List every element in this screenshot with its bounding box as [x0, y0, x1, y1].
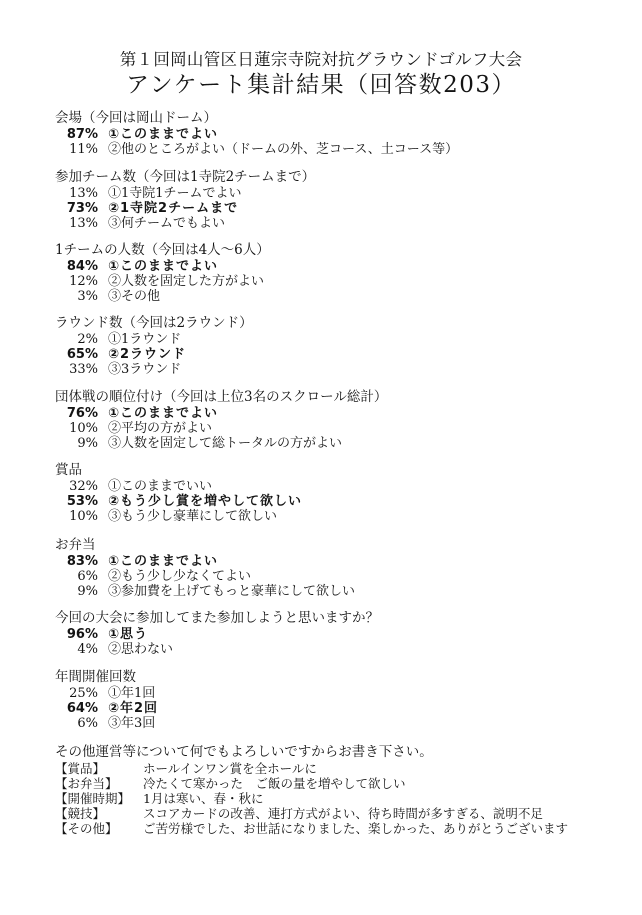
answer-row — [60, 216, 225, 231]
answer-text: ①このままでよい — [108, 554, 219, 569]
answer-text: ①このままでよい — [108, 406, 219, 421]
answer-text: ②もう少し賞を増やして欲しい — [108, 494, 303, 509]
comment-text: スコアカードの改善、連打方式がよい、待ち時間が多すぎる、説明不足 — [143, 806, 543, 821]
question-label: 今回の大会に参加してまた参加しようと思いますか？ — [55, 610, 379, 626]
answer-text: ③人数を固定して総トータルの方がよい — [108, 436, 343, 451]
top-answer-row — [60, 347, 186, 362]
answer-row — [60, 569, 251, 584]
answer-row — [60, 332, 181, 347]
answer-percentage: 53% — [66, 494, 98, 509]
answer-percentage: 12% — [69, 274, 98, 289]
answer-percentage: 11% — [69, 142, 98, 157]
top-answer-row — [60, 406, 218, 421]
answer-row — [60, 436, 342, 451]
question-label: 参加チーム数（今回は1寺院2チームまで） — [55, 169, 316, 185]
comment-category: 【開催時期】 — [55, 791, 131, 806]
comment-row — [55, 821, 568, 836]
other-comments-heading: その他運営等について何でもよろしいですからお書き下さい。 — [55, 744, 433, 760]
answer-percentage: 25% — [69, 686, 98, 701]
answer-percentage: 6% — [77, 569, 98, 584]
answer-text: ②2ラウンド — [108, 347, 187, 362]
event-subtitle: 第１回岡山管区日蓮宗寺院対抗グラウンドゴルフ大会 — [119, 50, 523, 69]
answer-percentage: 3% — [77, 289, 98, 304]
answer-percentage: 33% — [69, 362, 98, 377]
answer-percentage: 10% — [69, 509, 98, 524]
question-label: 賞品 — [55, 462, 82, 478]
comment-row — [55, 806, 543, 821]
answer-percentage: 13% — [69, 186, 98, 201]
answer-row — [60, 362, 181, 377]
top-answer-row — [60, 554, 218, 569]
answer-percentage: 83% — [66, 554, 98, 569]
answer-text: ③もう少し豪華にして欲しい — [108, 509, 278, 524]
answer-row — [60, 186, 242, 201]
question-label: お弁当 — [55, 537, 96, 553]
question-label: 団体戦の順位付け（今回は上位3名のスクロール総計） — [55, 389, 388, 405]
answer-percentage: 2% — [77, 332, 98, 347]
answer-percentage: 73% — [66, 201, 98, 216]
answer-percentage: 6% — [77, 716, 98, 731]
answer-row — [60, 289, 160, 304]
answer-row — [60, 642, 173, 657]
answer-text: ③3ラウンド — [108, 362, 182, 377]
document-header — [0, 50, 642, 100]
comment-row — [55, 761, 317, 776]
answer-percentage: 32% — [69, 479, 98, 494]
answer-text: ①年1回 — [108, 686, 156, 701]
answer-text: ②1寺院2チームまで — [108, 201, 239, 216]
comment-category: 【賞品】 — [55, 761, 106, 776]
answer-row — [60, 142, 458, 157]
answer-percentage: 65% — [66, 347, 98, 362]
answer-percentage: 96% — [66, 627, 98, 642]
top-answer-row — [60, 494, 302, 509]
top-answer-row — [60, 627, 148, 642]
answer-text: ③何チームでもよい — [108, 216, 226, 231]
answer-text: ②思わない — [108, 642, 174, 657]
question-label: 1チームの人数（今回は4人～6人） — [55, 242, 270, 258]
answer-row — [60, 421, 212, 436]
answer-text: ②人数を固定した方がよい — [108, 274, 265, 289]
answer-row — [60, 716, 155, 731]
question-label: 年間開催回数 — [55, 669, 136, 685]
answer-text: ②他のところがよい（ドームの外、芝コース、土コース等） — [108, 142, 459, 157]
answer-percentage: 13% — [69, 216, 98, 231]
top-answer-row — [60, 701, 158, 716]
answer-text: ①1寺院1チームでよい — [108, 186, 242, 201]
answer-text: ①このままでいい — [108, 479, 213, 494]
question-label: ラウンド数（今回は2ラウンド） — [55, 315, 253, 331]
answer-percentage: 87% — [66, 127, 98, 142]
comment-row — [55, 776, 406, 791]
document-title: アンケート集計結果（回答数203） — [125, 72, 517, 98]
answer-row — [60, 274, 264, 289]
answer-percentage: 10% — [69, 421, 98, 436]
answer-percentage: 84% — [66, 259, 98, 274]
comment-category: 【その他】 — [55, 821, 118, 836]
answer-text: ②平均の方がよい — [108, 421, 213, 436]
answer-text: ①このままでよい — [108, 259, 219, 274]
answer-percentage: 9% — [77, 436, 98, 451]
top-answer-row — [60, 259, 218, 274]
answer-percentage: 76% — [66, 406, 98, 421]
answer-text: ②年2回 — [108, 701, 159, 716]
answer-text: ①このままでよい — [108, 127, 219, 142]
top-answer-row — [60, 127, 218, 142]
answer-row — [60, 479, 212, 494]
top-answer-row — [60, 201, 238, 216]
answer-text: ③その他 — [108, 289, 161, 304]
comment-category: 【お弁当】 — [55, 776, 118, 791]
comment-text: 冷たくて寒かった ご飯の量を増やして欲しい — [143, 776, 406, 791]
answer-row — [60, 509, 277, 524]
comment-category: 【競技】 — [55, 806, 106, 821]
comment-text: 1月は寒い、春・秋に — [143, 791, 264, 806]
comment-text: ご苦労様でした、お世話になりました、楽しかった、ありがとうございます — [143, 821, 569, 836]
answer-text: ①思う — [108, 627, 149, 642]
answer-text: ①1ラウンド — [108, 332, 182, 347]
question-label: 会場（今回は岡山ドーム） — [55, 110, 217, 126]
answer-text: ③年3回 — [108, 716, 156, 731]
answer-text: ③参加費を上げてもっと豪華にして欲しい — [108, 584, 356, 599]
answer-row — [60, 686, 155, 701]
comment-row — [55, 791, 263, 806]
answer-text: ②もう少し少なくてよい — [108, 569, 252, 584]
comment-text: ホールインワン賞を全ホールに — [143, 761, 317, 776]
answer-percentage: 9% — [77, 584, 98, 599]
answer-percentage: 64% — [66, 701, 98, 716]
answer-percentage: 4% — [77, 642, 98, 657]
answer-row — [60, 584, 355, 599]
